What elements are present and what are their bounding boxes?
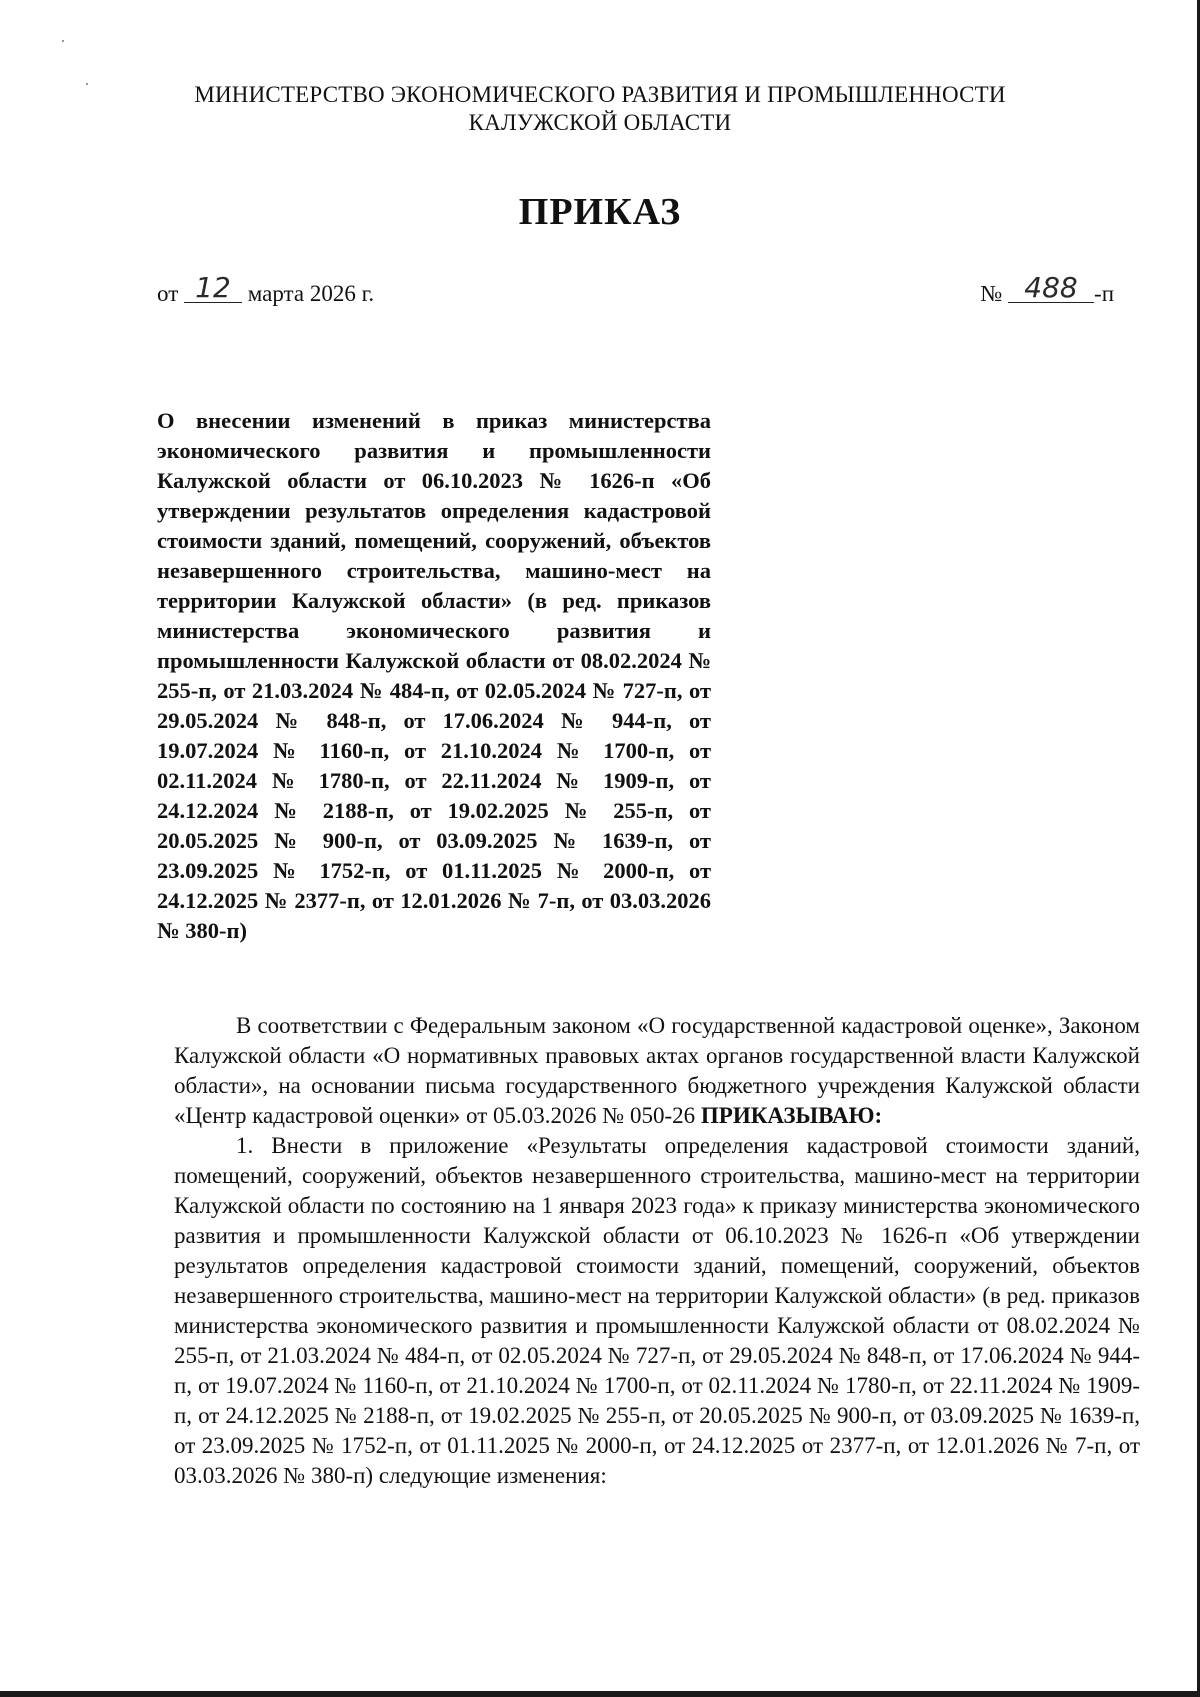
ministry-header xyxy=(150,81,1050,137)
handwritten-number: 488 xyxy=(1008,274,1094,303)
number-suffix: -п xyxy=(1094,281,1114,306)
handwritten-day: 12 xyxy=(184,274,242,303)
date-month-year: марта 2026 г. xyxy=(247,281,375,306)
order-subject: О внесении изменений в приказ министерства экономического развития и промышленности Калужской области от 06.10.2023 № 1626-п «Об утверждении результатов определения кадастровой стоимости зданий, помещений, сооружений, объектов незавершенного строительства, машино-мест на территории Калужской области» (в ред. приказов министерства экономического развития и промышленности Калужской области от 08.02.2024 № 255-п, от 21.03.2024 № 484-п, от 02.05.2024 № 727-п, от 29.05.2024 № 848-п, от 17.06.2024 № 944-п, от 19.07.2024 № 1160-п, от 21.10.2024 № 1700-п, от 02.11.2024 № 1780-п, от 22.11.2024 № 1909-п, от 24.12.2024 № 2188-п, от 19.02.2025 № 255-п, от 20.05.2025 № 900-п, от 03.09.2025 № 1639-п, от 23.09.2025 № 1752-п, от 01.11.2025 № 2000-п, от 24.12.2025 № 2377-п, от 12.01.2026 № 7-п, от 03.03.2026 № 380-п) xyxy=(157,408,711,943)
order-number xyxy=(980,271,1114,309)
ministry-region-line: КАЛУЖСКОЙ ОБЛАСТИ xyxy=(468,110,732,135)
order-keyword: ПРИКАЗЫВАЮ: xyxy=(700,1103,883,1128)
document-type-title: ПРИКАЗ xyxy=(518,191,682,233)
scan-border-bottom xyxy=(0,1691,1200,1697)
scan-speck xyxy=(86,83,88,85)
order-body xyxy=(174,1011,1140,1491)
scan-speck xyxy=(62,40,64,42)
date-prefix: от xyxy=(157,281,179,306)
preamble-paragraph xyxy=(174,1011,1140,1131)
ministry-name-line: МИНИСТЕРСТВО ЭКОНОМИЧЕСКОГО РАЗВИТИЯ И ПРОМЫШЛЕННОСТИ xyxy=(194,82,1006,107)
order-date xyxy=(157,271,375,309)
item-1-paragraph: 1. Внести в приложение «Результаты определения кадастровой стоимости зданий, помещений, сооружений, объектов незавершенного строительства, машино-мест на территории Калужской области по состоянию на 1 января 2023 года» к приказу министерства экономического развития и промышленности Калужской области от 06.10.2023 № 1626-п «Об утверждении результатов определения кадастровой стоимости зданий, помещений, сооружений, объектов незавершенного строительства, машино-мест на территории Калужской области» (в ред. приказов министерства экономического развития и промышленности Калужской области от 08.02.2024 № 255-п, от 21.03.2024 № 484-п, от 02.05.2024 № 727-п, от 29.05.2024 № 848-п, от 17.06.2024 № 944-п, от 19.07.2024 № 1160-п, от 21.10.2024 № 1700-п, от 02.11.2024 № 1780-п, от 22.11.2024 № 1909-п, от 24.12.2025 № 2188-п, от 19.02.2025 № 255-п, от 20.05.2025 № 900-п, от 03.09.2025 № 1639-п, от 23.09.2025 № 1752-п, от 01.11.2025 № 2000-п, от 24.12.2025 от 2377-п, от 12.01.2026 № 7-п, от 03.03.2026 № 380-п) следующие изменения: xyxy=(174,1133,1140,1488)
number-sign: № xyxy=(980,281,1003,306)
preamble-text: В соответствии с Федеральным законом «О государственной кадастровой оценке», Законом Калужской области «О нормативных правовых актах органов государственной власти Калужской области», на основании письма государственного бюджетного учреждения Калужской области «Центр кадастровой оценки» от 05.03.2026 № 050-26 xyxy=(174,1013,1140,1128)
